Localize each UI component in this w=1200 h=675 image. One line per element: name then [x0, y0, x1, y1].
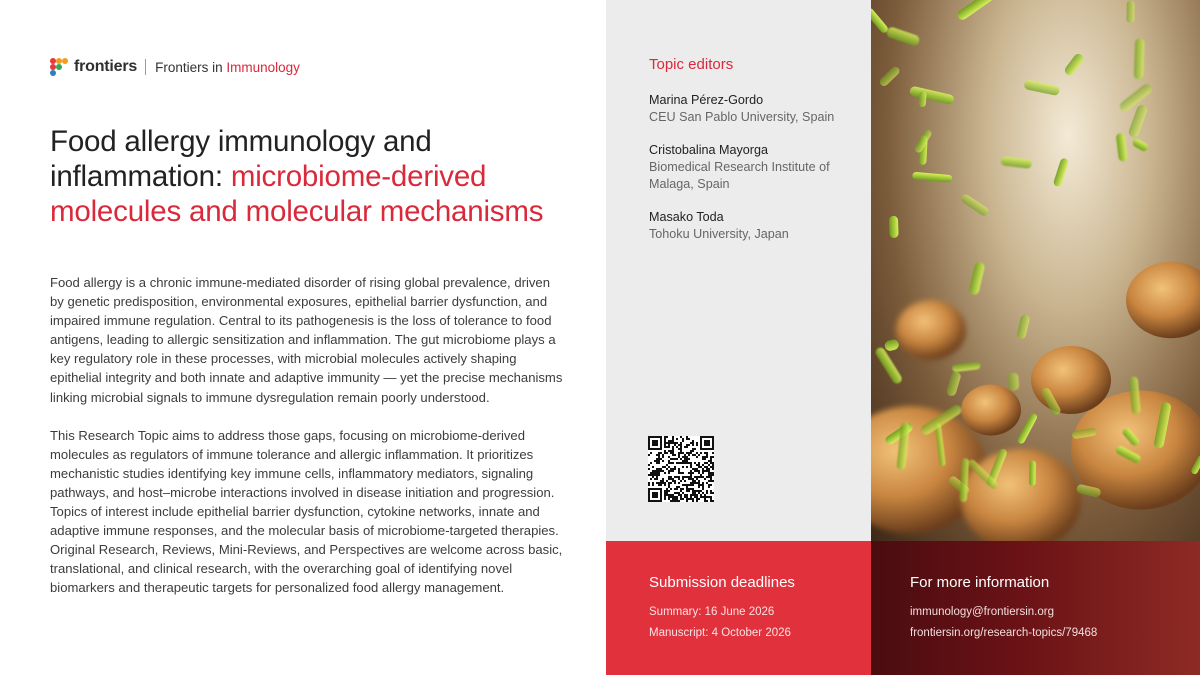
more-info-heading: For more information: [910, 574, 1050, 591]
bacterium-shape: [956, 0, 998, 22]
journal-name-accent: Immunology: [226, 59, 300, 75]
editor-item: [649, 209, 859, 243]
title-highlight: microbiome-derived molecules and molecular mechanisms: [50, 160, 544, 228]
bacterium-shape: [960, 193, 991, 218]
editor-name: Marina Pérez-Gordo: [649, 93, 764, 107]
editor-item: [649, 92, 859, 126]
bacterium-shape: [919, 91, 927, 107]
bacterium-shape: [912, 172, 952, 183]
journal-prefix: Frontiers in: [155, 59, 227, 75]
page-title: [50, 124, 580, 229]
bacterium-shape: [909, 86, 955, 106]
cell-shape: [1031, 346, 1111, 414]
summary-deadline: Summary: 16 June 2026: [649, 606, 775, 618]
editor-name: Cristobalina Mayorga: [649, 143, 768, 157]
cell-shape: [896, 300, 966, 360]
bacterium-shape: [1000, 156, 1032, 169]
bacterium-shape: [1023, 79, 1060, 96]
editor-affiliation: Biomedical Research Institute of Malaga, Spain: [649, 160, 830, 191]
bacterium-shape: [884, 338, 900, 352]
microbiome-illustration: [871, 0, 1200, 541]
bacterium-shape: [952, 361, 981, 372]
cell-shape: [961, 385, 1021, 436]
bacterium-shape: [1126, 0, 1134, 23]
bacterium-shape: [968, 261, 985, 296]
qr-code-icon[interactable]: [648, 436, 714, 502]
submission-deadlines-panel: [606, 541, 871, 675]
bacterium-shape: [946, 371, 962, 397]
editor-item: [649, 142, 859, 193]
editor-name: Masako Toda: [649, 210, 724, 224]
bacterium-shape: [1016, 314, 1030, 340]
editors-panel: [606, 0, 871, 541]
bacterium-shape: [874, 346, 904, 385]
editor-affiliation: CEU San Pablo University, Spain: [649, 110, 835, 124]
frontiers-wordmark: frontiers: [74, 58, 138, 75]
bacterium-shape: [1008, 372, 1020, 391]
bacterium-shape: [1131, 138, 1149, 153]
bacterium-shape: [885, 26, 920, 47]
journal-name: [155, 60, 300, 75]
bacterium-shape: [1063, 52, 1085, 77]
deadlines-heading: Submission deadlines: [649, 574, 795, 591]
bacterium-shape: [878, 65, 901, 88]
editor-affiliation: Tohoku University, Japan: [649, 227, 789, 241]
cell-shape: [1126, 262, 1200, 339]
more-information-panel: [871, 541, 1200, 675]
contact-email-link[interactable]: immunology@frontiersin.org: [910, 606, 1054, 618]
bacterium-shape: [1029, 461, 1036, 486]
bacterium-shape: [889, 216, 899, 238]
bacterium-shape: [1053, 157, 1070, 187]
frontiers-logo-icon: [50, 58, 68, 76]
abstract-paragraph: Food allergy is a chronic immune-mediated disorder of rising global prevalence, driven by genetic predisposition, environmental exposures, epithelial barrier dysfunction, and impaired immune regulation. Central to its pathogenesis is the loss of tolerance to food antigens, leading to allergic sensitization and inflammation. The gut microbiome plays a key regulatory role in these processes, with microbial molecules actively shaping epithelial integrity and both innate and adaptive immunity — yet the precise mechanisms linking microbial signals to immune dysregulation remain poorly understood.: [50, 275, 563, 405]
bacterium-shape: [871, 7, 889, 35]
brand-header: [50, 57, 300, 77]
manuscript-deadline: Manuscript: 4 October 2026: [649, 627, 791, 639]
title-plain: Food allergy immunology and inflammation:: [50, 125, 432, 193]
research-topic-link[interactable]: frontiersin.org/research-topics/79468: [910, 627, 1098, 639]
bacterium-shape: [1118, 82, 1154, 113]
editors-heading: Topic editors: [649, 56, 734, 73]
bacterium-shape: [1134, 38, 1145, 79]
abstract-paragraph: This Research Topic aims to address those gaps, focusing on microbiome-derived molecules as regulators of immune tolerance and allergic inflammation. It prioritizes mechanistic studies identifying key immune cells, inflammatory mediators, signaling pathways, and host–microbe interactions involved in disease initiation and progression. Topics of interest include epithelial barrier dysfunction, cytokine networks, innate and adaptive immune responses, and the molecular basis of microbiome-targeted therapies. Original Research, Reviews, Mini-Reviews, and Perspectives are welcome across basic, translational, and clinical research, with the overarching goal of identifying novel biomarkers and therapeutic targets for personalized food allergy management.: [50, 427, 563, 596]
abstract: [50, 273, 565, 598]
bacterium-shape: [1127, 104, 1148, 139]
brand-divider: [145, 59, 146, 75]
bacterium-shape: [1116, 133, 1128, 162]
bacteria-image: [871, 0, 1200, 541]
